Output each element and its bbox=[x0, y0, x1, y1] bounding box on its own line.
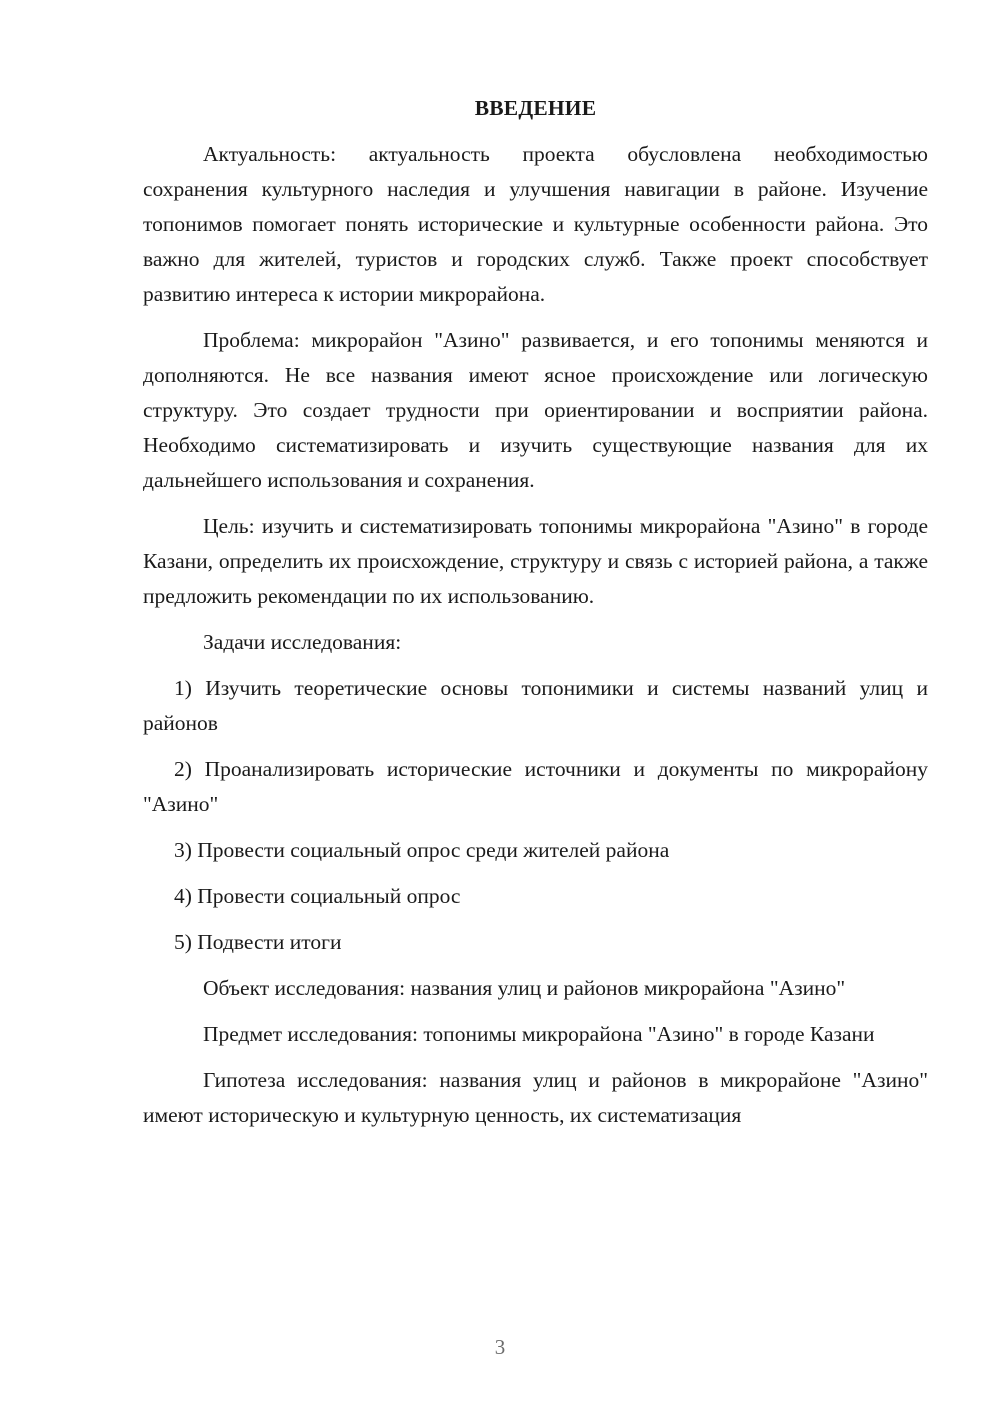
task-item: 3) Провести социальный опрос среди жителей района bbox=[174, 838, 670, 862]
hypothesis-paragraph: Гипотеза исследования: названия улиц и районов в микрорайоне "Азино" имеют историческую и культурную ценность, их систематизация bbox=[143, 1068, 928, 1127]
page-number: 3 bbox=[494, 1335, 506, 1359]
relevance-paragraph: Актуальность: актуальность проекта обусловлена необходимостью сохранения культурного наследия и улучшения навигации в районе. Изучение топонимов помогает понять исторические и культурные особенности района. Это важно для жителей, туристов и городских служб. Также проект способствует развитию интереса к истории микрорайона. bbox=[143, 142, 928, 306]
task-item: 5) Подвести итоги bbox=[174, 930, 342, 954]
subject-paragraph: Предмет исследования: топонимы микрорайона "Азино" в городе Казани bbox=[203, 1022, 875, 1046]
section-title: ВВЕДЕНИЕ bbox=[474, 96, 597, 120]
task-item: 4) Провести социальный опрос bbox=[174, 884, 461, 908]
document-body bbox=[143, 91, 928, 1144]
tasks-heading: Задачи исследования: bbox=[203, 630, 402, 654]
task-item: 2) Проанализировать исторические источники и документы по микрорайону "Азино" bbox=[143, 757, 928, 816]
object-paragraph: Объект исследования: названия улиц и районов микрорайона "Азино" bbox=[203, 976, 846, 1000]
task-item: 1) Изучить теоретические основы топонимики и системы названий улиц и районов bbox=[143, 676, 928, 735]
problem-paragraph: Проблема: микрорайон "Азино" развивается, и его топонимы меняются и дополняются. Не все названия имеют ясное происхождение или логическую структуру. Это создает трудности при ориентировании и восприятии района. Необходимо систематизировать и изучить существующие названия для их дальнейшего использования и сохранения. bbox=[143, 328, 928, 492]
goal-paragraph: Цель: изучить и систематизировать топонимы микрорайона "Азино" в городе Казани, определить их происхождение, структуру и связь с историей района, а также предложить рекомендации по их использованию. bbox=[143, 514, 928, 608]
